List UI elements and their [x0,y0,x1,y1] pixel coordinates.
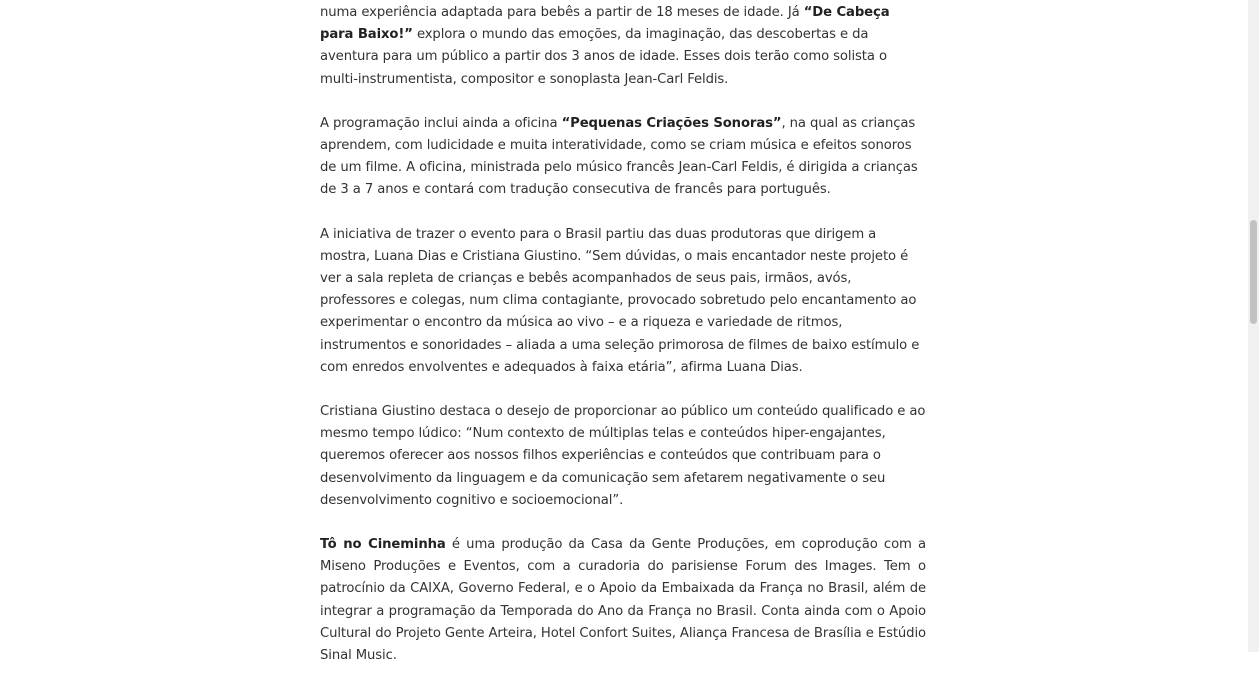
paragraph-text: numa experiência adaptada para bebês a partir de 18 meses de idade. Já [320,5,804,20]
workshop-title: “Pequenas Criações Sonoras” [561,115,782,131]
event-name: Tô no Cineminha [320,537,446,553]
paragraph-text: explora o mundo das emoções, da imaginação, das descobertas e da aventura para um público a partir dos 3 anos de idade. Esses dois terão como solista o multi-instrumentista, compositor e sonoplasta Jean-Carl Feldis. [320,27,887,87]
paragraph-1 [320,2,926,91]
paragraph-text: , na qual as crianças aprendem, com ludicidade e muita interatividade, como se criam música e efeitos sonoros de um filme. A oficina, ministrada pelo músico francês Jean-Carl Feldis, é dirigida a crianças de 3 a 7 anos e contará com tradução consecutiva de francês para português. [320,115,918,198]
show-title-de-cabeca-para-baixo: “De Cabeça para Baixo!” [320,5,890,43]
paragraph-2 [320,113,926,202]
scrollbar-thumb[interactable] [1250,220,1257,324]
paragraph-4: Cristiana Giustino destaca o desejo de proporcionar ao público um conteúdo qualificado e ao mesmo tempo lúdico: “Num contexto de múltiplas telas e conteúdos hiper-engajantes, queremos oferecer aos nossos filhos experiências e conteúdos que contribuam para o desenvolvimento da linguagem e da comunicação sem afetarem negativamente o seu desenvolvimento cognitivo e socioemocional”. [320,404,926,508]
paragraph-text: A programação inclui ainda a oficina [320,115,562,131]
article-body [320,2,926,689]
vertical-scrollbar[interactable] [1248,0,1259,652]
paragraph-3: A iniciativa de trazer o evento para o Brasil partiu das duas produtoras que dirigem a mostra, Luana Dias e Cristiana Giustino. “Sem dúvidas, o mais encantador neste projeto é ver a sala repleta de crianças e bebês acompanhados de seus pais, irmãos, avós, professores e colegas, num clima contagiante, provocado sobretudo pelo encantamento ao experimentar o encontro da música ao vivo – e a riqueza e variedade de ritmos, instrumentos e sonoridades – aliada a uma seleção primorosa de filmes de baixo estímulo e com enredos envolventes e adequados à faixa etária”, afirma Luana Dias. [320,226,920,375]
paragraph-text: é uma produção da Casa da Gente Produções, em coprodução com a Miseno Produções e Eventos, com a curadoria do parisiense Forum des Images. Tem o patrocínio da CAIXA, Governo Federal, e o Apoio da Embaixada da França no Brasil, além de integrar a programação da Temporada do Ano da França no Brasil. Conta ainda com o Apoio Cultural do Projeto Gente Arteira, Hotel Confort Suites, Aliança Francesa de Brasília e Estúdio Sinal Music. [320,537,926,664]
paragraph-5 [320,534,926,667]
